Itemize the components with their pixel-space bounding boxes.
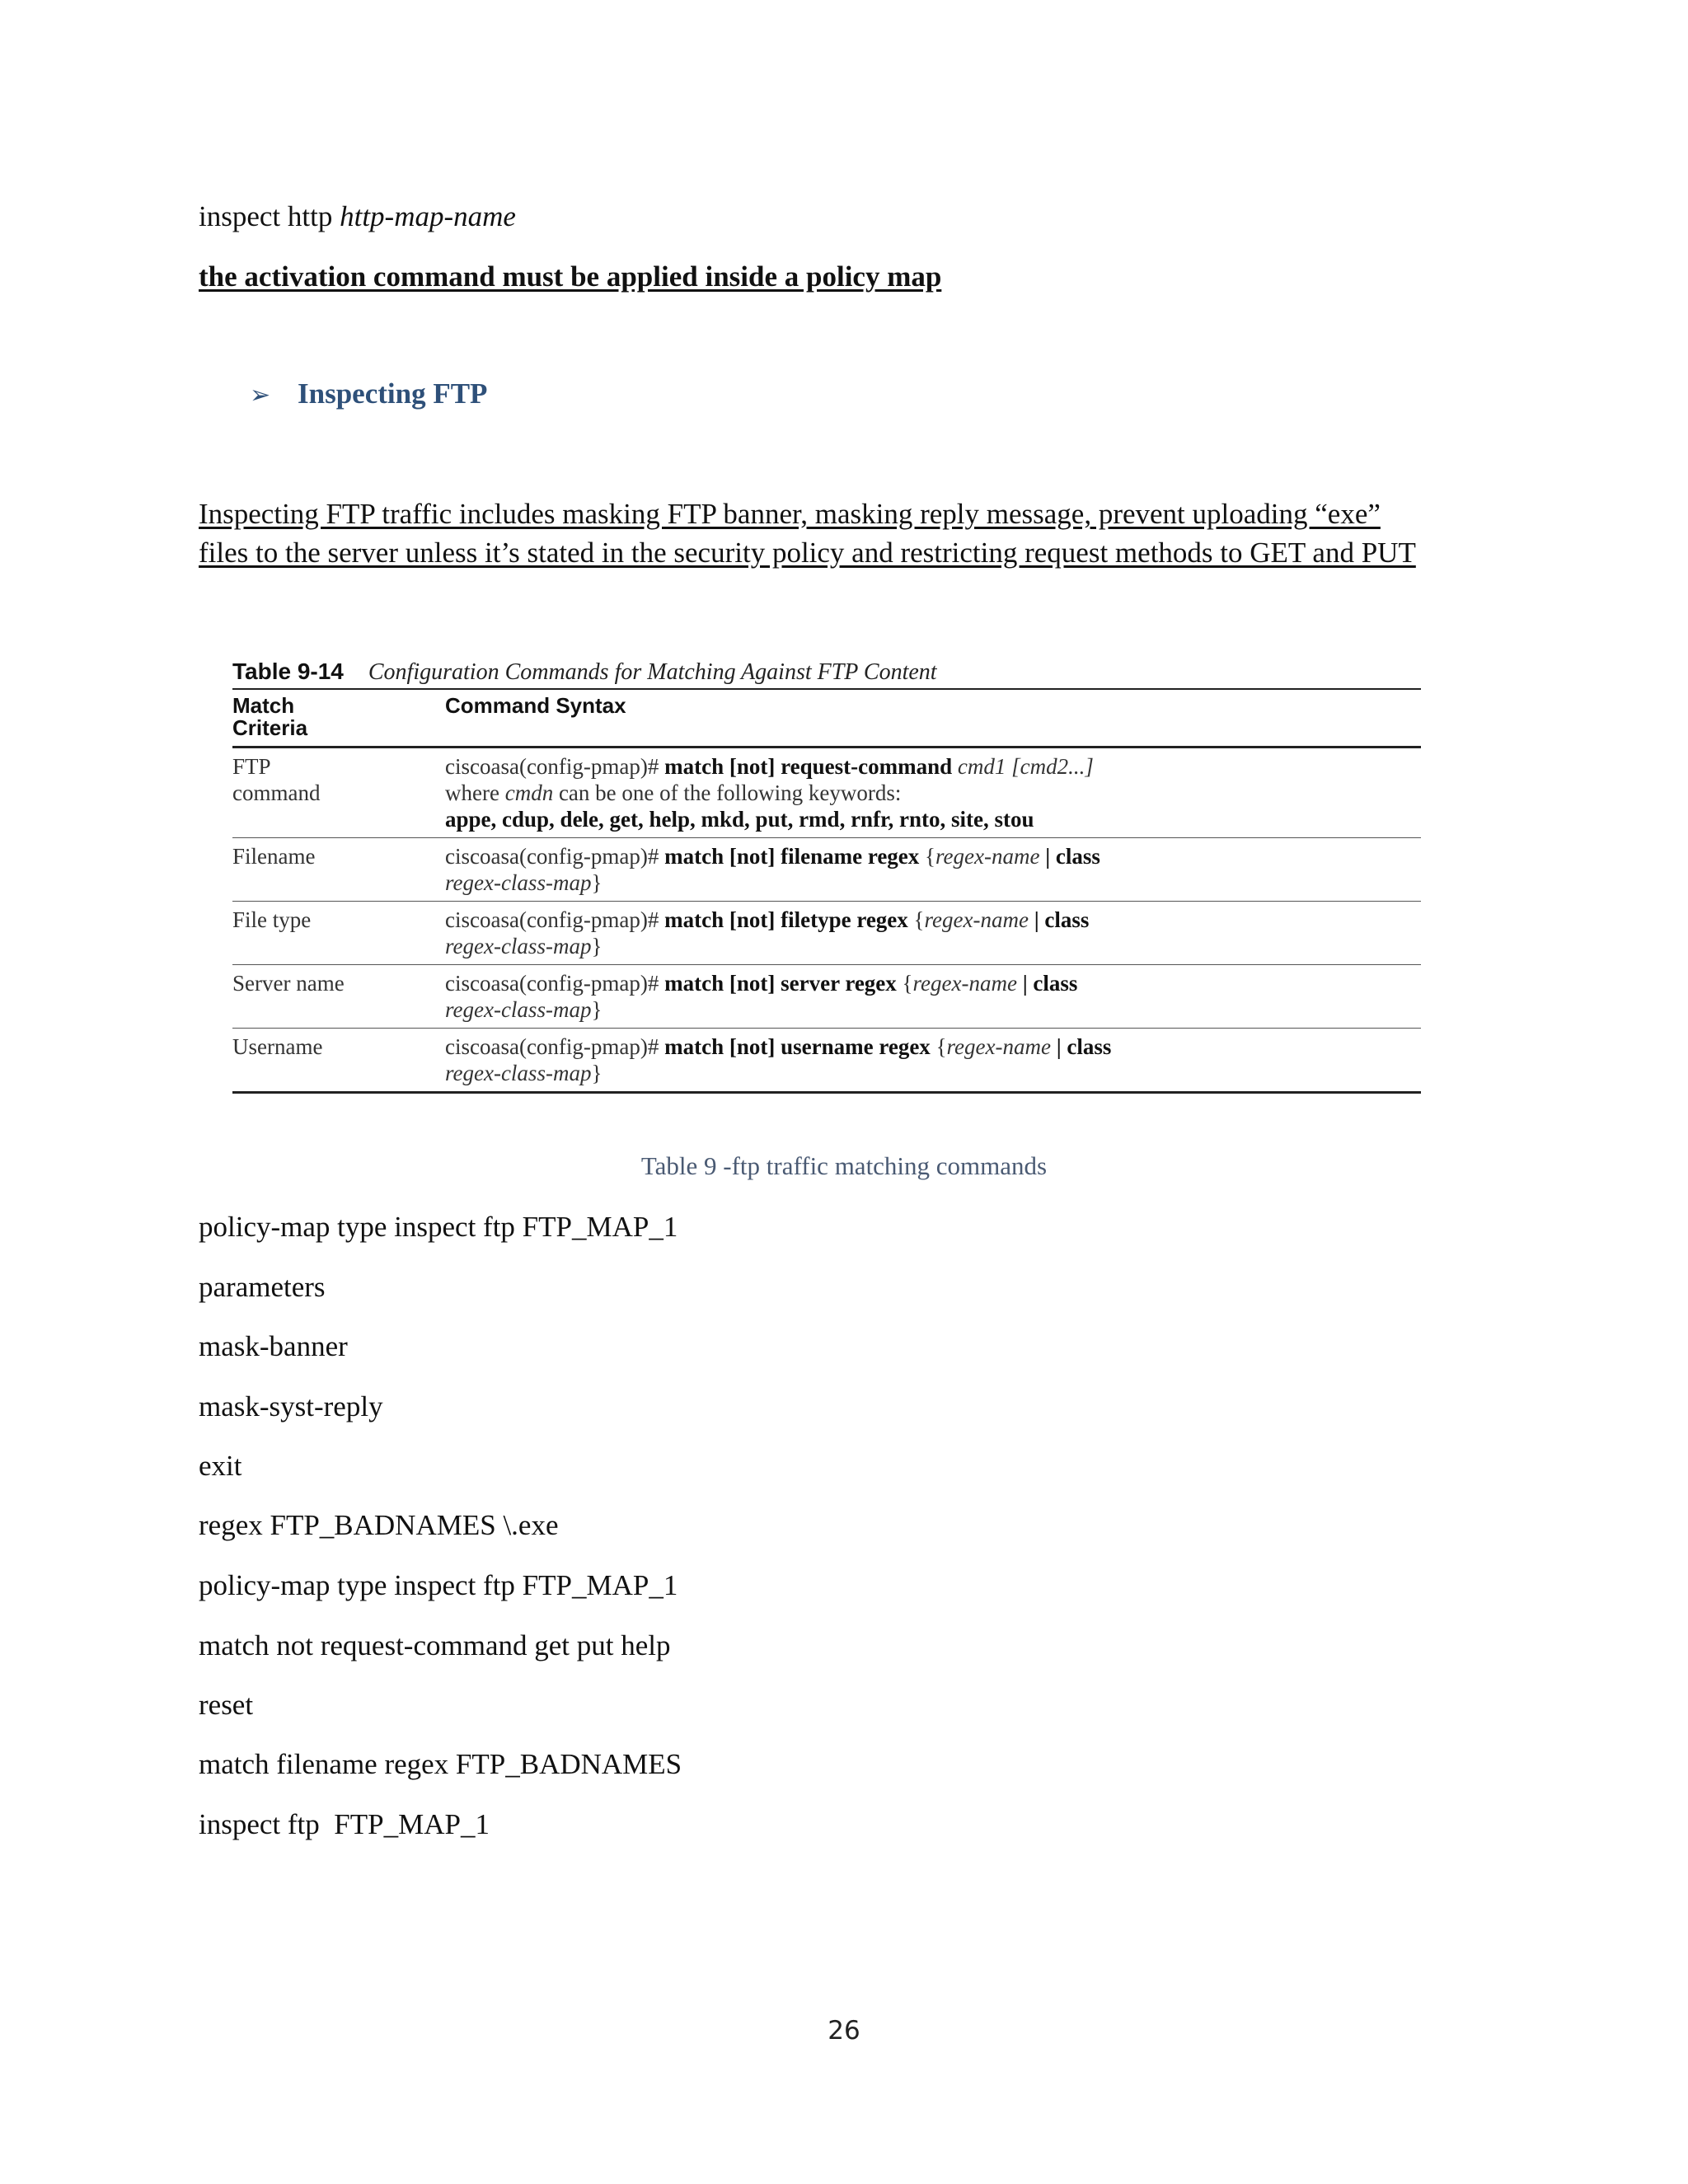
config-line: exit (199, 1450, 242, 1482)
syntax-cell (445, 838, 1421, 902)
where-prefix: where (445, 780, 505, 805)
cli-command: match [not] filetype regex (664, 907, 914, 932)
syntax-line-cont (445, 996, 1421, 1023)
cli-command: match [not] server regex (664, 971, 903, 996)
brace-close: } (591, 997, 603, 1022)
table-row (232, 902, 1421, 965)
brace-open: { (935, 1034, 947, 1059)
cli-command: match [not] filename regex (664, 844, 926, 869)
syntax-line-cont (445, 1060, 1421, 1086)
keyword-list: appe, cdup, dele, get, help, mkd, put, rmd, rnfr, rnto, site, stou (445, 807, 1034, 832)
table-row (232, 965, 1421, 1029)
brace-close: } (591, 1061, 603, 1085)
config-line: inspect ftp FTP_MAP_1 (199, 1808, 490, 1840)
table-number: Table 9-14 (232, 658, 344, 684)
cli-arg: regex-name (946, 1034, 1051, 1059)
syntax-line (445, 1033, 1421, 1060)
cli-arg: regex-class-map (445, 997, 592, 1022)
cli-command: match [not] request-command (664, 754, 958, 779)
table-caption (232, 655, 1421, 688)
cli-separator: | class (1028, 907, 1090, 932)
syntax-line-cont (445, 933, 1421, 959)
page-number: 26 (828, 2016, 860, 2046)
config-line: policy-map type inspect ftp FTP_MAP_1 (199, 1569, 678, 1601)
syntax-cell (445, 902, 1421, 965)
figure-caption: Table 9 -ftp traffic matching commands (640, 1151, 1048, 1180)
config-line: mask-syst-reply (199, 1390, 383, 1422)
inspect-http-arg: http-map-name (340, 200, 516, 232)
where-line (445, 780, 1421, 806)
table-figure (232, 655, 1421, 1094)
ftp-description (199, 494, 1416, 572)
syntax-cell (445, 965, 1421, 1029)
where-suffix: can be one of the following keywords: (553, 780, 902, 805)
cli-arg: regex-name (924, 907, 1029, 932)
cli-arg: regex-class-map (445, 1061, 592, 1085)
config-line: parameters (199, 1271, 326, 1303)
cli-separator: | class (1050, 1034, 1112, 1059)
cli-prompt: ciscoasa(config-pmap)# (445, 844, 665, 869)
arrow-bullet-icon: ➢ (250, 382, 271, 409)
criteria-cell: File type (232, 902, 445, 965)
config-line: mask-banner (199, 1330, 348, 1362)
brace-open: { (925, 844, 936, 869)
brace-open: { (913, 907, 925, 932)
cli-arg: regex-class-map (445, 934, 592, 958)
cli-arg: regex-name (912, 971, 1017, 996)
cli-prompt: ciscoasa(config-pmap)# (445, 971, 665, 996)
ftp-match-table (232, 688, 1421, 1094)
criteria-cell: Username (232, 1034, 323, 1059)
description-line-2: files to the server unless it’s stated in the security policy and restricting request methods to GET and PUT (199, 537, 1416, 569)
description-line-1: Inspecting FTP traffic includes masking FTP banner, masking reply message, prevent uploading “exe” (199, 498, 1381, 530)
section-heading-text: Inspecting FTP (298, 377, 488, 410)
syntax-line (445, 970, 1421, 996)
brace-open: { (902, 971, 913, 996)
where-arg: cmdn (504, 780, 554, 805)
cli-command: match [not] username regex (664, 1034, 936, 1059)
activation-note: the activation command must be applied inside a policy map (199, 260, 942, 293)
syntax-cell (445, 1029, 1421, 1093)
cli-separator: | class (1039, 844, 1100, 869)
cli-prompt: ciscoasa(config-pmap)# (445, 907, 665, 932)
syntax-line (445, 907, 1421, 933)
cli-separator: | class (1016, 971, 1078, 996)
config-line: regex FTP_BADNAMES \.exe (199, 1509, 559, 1541)
inspect-http-command (199, 199, 516, 234)
syntax-line (445, 843, 1421, 869)
header-command-syntax: Command Syntax (445, 689, 1421, 748)
config-line: policy-map type inspect ftp FTP_MAP_1 (199, 1211, 678, 1243)
table-title: Configuration Commands for Matching Against FTP Content (368, 659, 937, 685)
criteria-cell: Server name (232, 965, 445, 1029)
table-row (232, 748, 1421, 838)
cli-arg: regex-class-map (445, 870, 592, 895)
cli-prompt: ciscoasa(config-pmap)# (445, 754, 665, 779)
syntax-line-cont (445, 869, 1421, 896)
syntax-cell (445, 748, 1421, 838)
syntax-line (445, 753, 1421, 780)
brace-close: } (591, 934, 603, 958)
config-line: match filename regex FTP_BADNAMES (199, 1748, 682, 1780)
brace-close: } (591, 870, 603, 895)
cli-arg: regex-name (935, 844, 1040, 869)
config-line: match not request-command get put help (199, 1629, 671, 1661)
header-match-criteria: Match Criteria (232, 689, 445, 748)
table-header-row (232, 689, 1421, 748)
criteria-cell: Filename (232, 838, 445, 902)
criteria-cell: FTP command (232, 748, 445, 838)
table-row (232, 1029, 1421, 1093)
config-line: reset (199, 1689, 254, 1721)
inspect-http-prefix: inspect http (199, 200, 340, 232)
section-heading (250, 377, 487, 410)
cli-args: cmd1 [cmd2...] (957, 754, 1094, 779)
cli-prompt: ciscoasa(config-pmap)# (445, 1034, 665, 1059)
table-row (232, 838, 1421, 902)
